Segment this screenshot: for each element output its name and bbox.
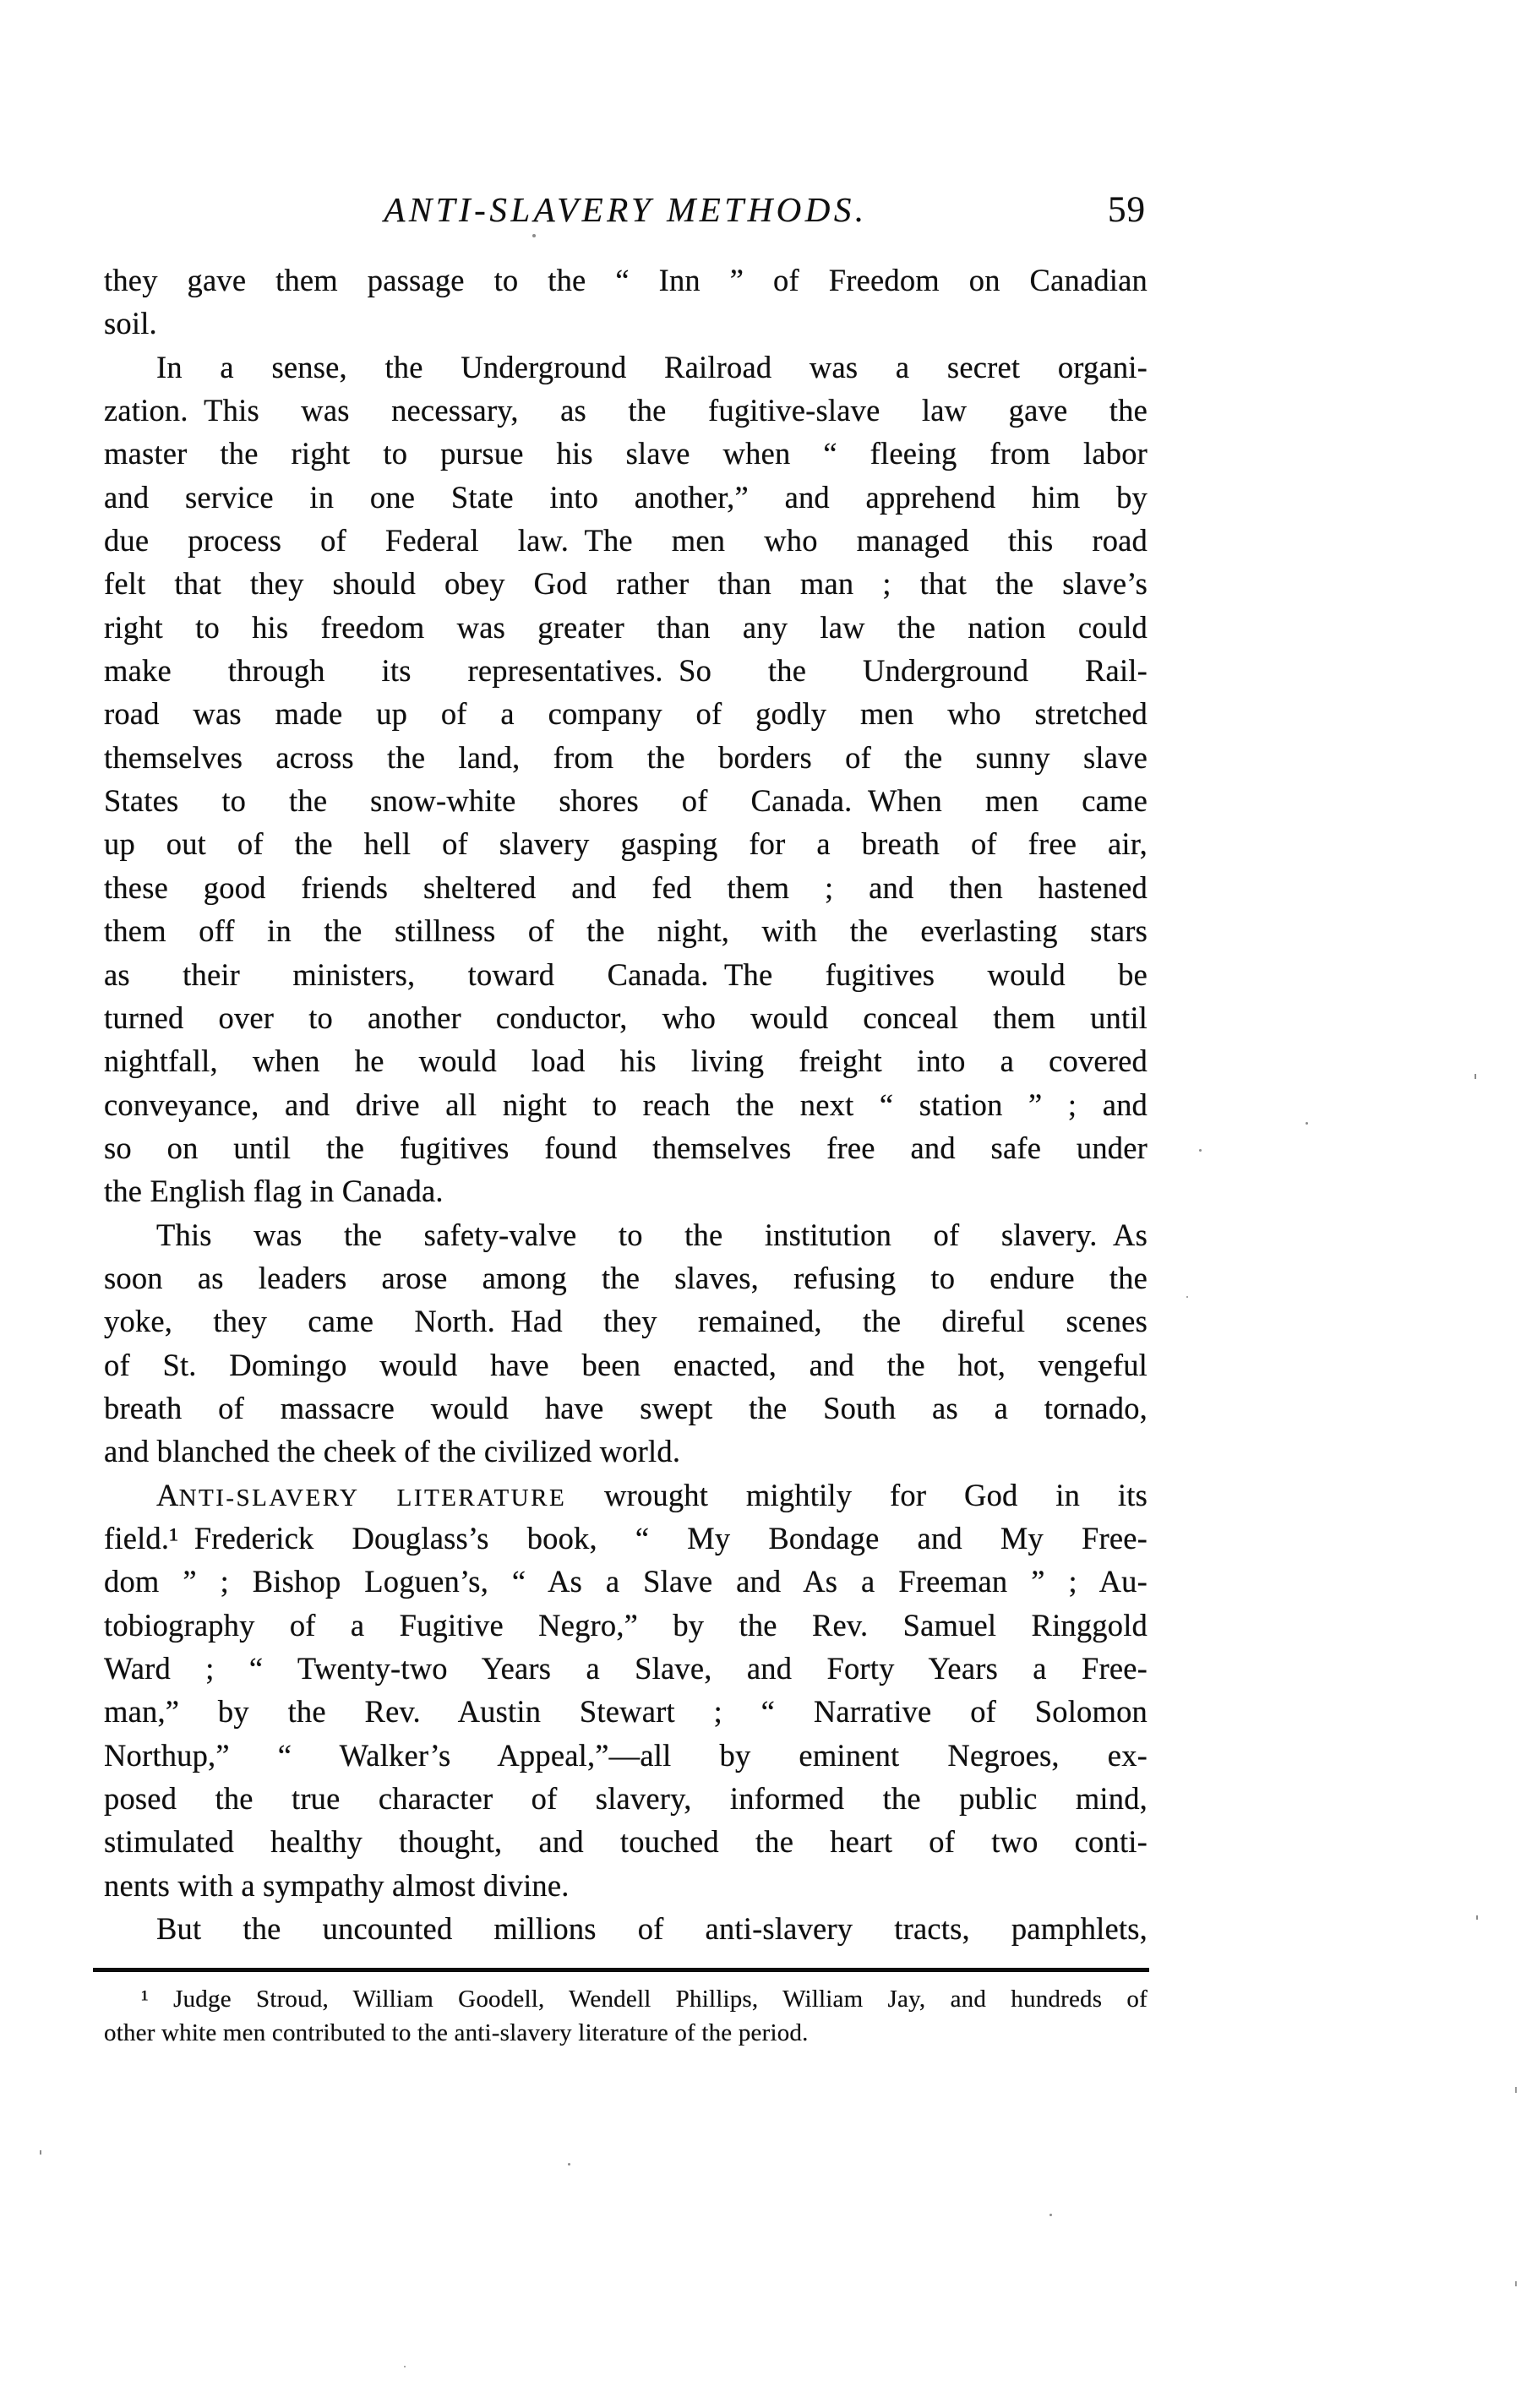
- line-text: soon as leaders arose among the slaves, refusing to endure the: [104, 1260, 1148, 1295]
- line-text: Northup,” “ Walker’s Appeal,”—all by eminent Negroes, ex-: [104, 1737, 1148, 1773]
- line-text: ¹ Judge Stroud, William Goodell, Wendell Phillips, William Jay, and hundreds of: [141, 1986, 1148, 2013]
- text-line: [104, 736, 1148, 779]
- line-text: Ward ; “ Twenty-two Years a Slave, and Forty Years a Free-: [104, 1651, 1148, 1686]
- line-text: and service in one State into another,” and apprehend him by: [104, 479, 1148, 515]
- line-text: In a sense, the Underground Railroad was a secret organi-: [156, 349, 1148, 384]
- running-head: [104, 186, 1148, 233]
- scan-speck: [568, 2163, 570, 2166]
- line-text: tobiography of a Fugitive Negro,” by the Rev. Samuel Ringgold: [104, 1607, 1148, 1643]
- line-text: make through its representatives. So the Underground Rail-: [104, 653, 1148, 689]
- text-line: [104, 389, 1148, 432]
- line-text: of St. Domingo would have been enacted, and the hot, vengeful: [104, 1347, 1148, 1382]
- text-line: [104, 1126, 1148, 1169]
- line-text: felt that they should obey God rather than man ; that the slave’s: [104, 566, 1148, 602]
- text-line: [104, 346, 1148, 389]
- text-line: [104, 1560, 1148, 1603]
- text-line: [104, 1864, 1148, 1907]
- scan-speck: [404, 2366, 406, 2367]
- text-line: [104, 519, 1148, 562]
- body-text: [104, 259, 1148, 1950]
- line-text: wrought mightily for God in its: [566, 1477, 1148, 1512]
- text-line: [104, 1777, 1148, 1820]
- text-line: [104, 1647, 1148, 1690]
- text-line: [104, 302, 1148, 345]
- line-text: But the uncounted millions of anti-slavery tracts, pamphlets,: [156, 1911, 1148, 1947]
- text-line: [104, 1474, 1148, 1517]
- line-text: zation. This was necessary, as the fugitive-slave law gave the: [104, 393, 1148, 428]
- line-text: nightfall, when he would load his living freight into a covered: [104, 1043, 1148, 1079]
- scan-speck: [40, 2150, 41, 2155]
- line-text: right to his freedom was greater than any law the nation could: [104, 609, 1148, 645]
- text-line: [104, 1083, 1148, 1126]
- scan-speck: [1199, 1149, 1202, 1152]
- text-line: [104, 866, 1148, 909]
- text-line: [104, 1517, 1148, 1560]
- line-text: and blanched the cheek of the civilized world.: [104, 1434, 681, 1469]
- line-text: up out of the hell of slavery gasping for a breath of free air,: [104, 826, 1148, 862]
- scan-speck: [1186, 1296, 1188, 1298]
- text-line: [104, 1907, 1148, 1950]
- line-text: posed the true character of slavery, informed the public mind,: [104, 1781, 1148, 1817]
- line-text: States to the snow-white shores of Canada. When men came: [104, 783, 1148, 819]
- line-text: breath of massacre would have swept the South as a tornado,: [104, 1390, 1148, 1425]
- line-text: the English flag in Canada.: [104, 1174, 444, 1209]
- line-text: these good friends sheltered and fed them ; and then hastened: [104, 869, 1148, 905]
- line-text: stimulated healthy thought, and touched the heart of two conti-: [104, 1824, 1148, 1860]
- text-line: [104, 606, 1148, 649]
- text-line: [104, 1343, 1148, 1387]
- text-line: [104, 1213, 1148, 1256]
- scan-speck: [1306, 1122, 1308, 1125]
- text-line: [104, 1734, 1148, 1777]
- line-text: master the right to pursue his slave when “ fleeing from labor: [104, 436, 1148, 471]
- line-text: nents with a sympathy almost divine.: [104, 1867, 570, 1903]
- text-line: [104, 649, 1148, 692]
- text-line: [104, 822, 1148, 865]
- text-line: [104, 909, 1148, 952]
- text-line: [104, 259, 1148, 302]
- line-text: man,” by the Rev. Austin Stewart ; “ Narrative of Solomon: [104, 1694, 1148, 1730]
- line-text: This was the safety-valve to the institution of slavery. As: [156, 1217, 1148, 1252]
- line-text: soil.: [104, 306, 157, 341]
- text-line: [104, 1039, 1148, 1082]
- line-text: conveyance, and drive all night to reach the next “ station ” ; and: [104, 1087, 1148, 1122]
- scan-speck: [1049, 2214, 1052, 2216]
- line-text: road was made up of a company of godly men who stretched: [104, 696, 1148, 732]
- line-text: themselves across the land, from the borders of the sunny slave: [104, 739, 1148, 775]
- footnote-line: [104, 1983, 1148, 2017]
- line-text: other white men contributed to the anti-slavery literature of the period.: [104, 2018, 809, 2046]
- text-line: [104, 1604, 1148, 1647]
- line-text: dom ” ; Bishop Loguen’s, “ As a Slave and As a Freeman ” ; Au-: [104, 1564, 1148, 1599]
- scan-speck: [1515, 2281, 1517, 2286]
- text-line: [104, 476, 1148, 519]
- smallcaps-lead-letter: A: [156, 1477, 179, 1512]
- line-text: so on until the fugitives found themselves free and safe under: [104, 1130, 1148, 1165]
- footnote-line: [104, 2017, 1148, 2051]
- page-header-title: ANTI-SLAVERY METHODS.: [384, 190, 868, 229]
- line-text: they gave them passage to the “ Inn ” of Freedom on Canadian: [104, 263, 1148, 297]
- page-number: 59: [1108, 190, 1146, 230]
- text-line: [104, 953, 1148, 996]
- line-text: yoke, they came North. Had they remained, the direful scenes: [104, 1304, 1148, 1339]
- line-text: turned over to another conductor, who would conceal them until: [104, 1000, 1148, 1035]
- text-line: [104, 1299, 1148, 1343]
- text-line: [104, 1387, 1148, 1430]
- text-line: [104, 996, 1148, 1039]
- footnote-rule: [93, 1968, 1149, 1972]
- text-line: [104, 1256, 1148, 1299]
- text-line: [104, 1169, 1148, 1212]
- scan-speck: [1475, 1074, 1476, 1079]
- text-line: [104, 692, 1148, 735]
- scan-speck: [532, 234, 536, 237]
- scan-speck: [1515, 2087, 1517, 2093]
- text-line: [104, 1430, 1148, 1473]
- line-text: field.¹ Frederick Douglass’s book, “ My Bondage and My Free-: [104, 1520, 1148, 1555]
- text-line: [104, 1690, 1148, 1733]
- footnote: [104, 1983, 1148, 2050]
- scan-speck: [1476, 1915, 1478, 1920]
- text-line: [104, 432, 1148, 475]
- smallcaps-text: NTI-SLAVERY LITERATURE: [178, 1484, 567, 1512]
- line-text: due process of Federal law. The men who managed this road: [104, 523, 1148, 558]
- line-text: them off in the stillness of the night, with the everlasting stars: [104, 913, 1148, 949]
- line-text: as their ministers, toward Canada. The fugitives would be: [104, 956, 1148, 992]
- text-line: [104, 1820, 1148, 1863]
- text-line: [104, 779, 1148, 822]
- text-line: [104, 562, 1148, 605]
